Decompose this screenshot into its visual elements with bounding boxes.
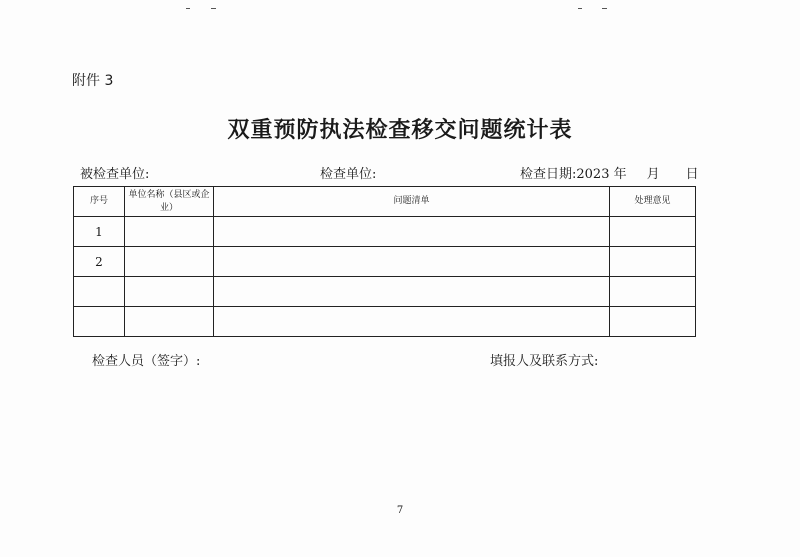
- cell-unit-name: [125, 277, 214, 307]
- cell-issues: [214, 307, 610, 337]
- header-issues: 问题清单: [214, 187, 610, 217]
- table-row: [74, 277, 696, 307]
- cell-unit-name: [125, 247, 214, 277]
- inspection-date: [520, 163, 699, 182]
- scan-mark: [602, 8, 607, 9]
- cell-handling: [610, 217, 696, 247]
- cell-seq: 2: [74, 247, 125, 277]
- date-label: 检查日期:: [520, 167, 577, 182]
- inspecting-unit-label: 检查单位:: [320, 167, 377, 182]
- header-handling: 处理意见: [610, 187, 696, 217]
- inspectors-signature-label: 检查人员（签字）:: [92, 354, 201, 369]
- cell-unit-name: [125, 307, 214, 337]
- header-unit-name: 单位名称（县区或企业）: [125, 187, 214, 217]
- table-row: [74, 307, 696, 337]
- cell-issues: [214, 217, 610, 247]
- cell-handling: [610, 247, 696, 277]
- date-month: 月: [646, 167, 660, 182]
- table-row: [74, 217, 696, 247]
- date-day: 日: [685, 167, 699, 182]
- scan-mark: [186, 8, 190, 9]
- reporter-contact-label: 填报人及联系方式:: [490, 354, 599, 369]
- cell-seq: [74, 277, 125, 307]
- cell-unit-name: [125, 217, 214, 247]
- cell-handling: [610, 277, 696, 307]
- date-year: 2023 年: [576, 167, 627, 182]
- cell-issues: [214, 247, 610, 277]
- cell-handling: [610, 307, 696, 337]
- attachment-label: 附件 3: [72, 73, 114, 89]
- issue-statistics-table: [73, 186, 696, 337]
- page-number: 7: [396, 505, 404, 516]
- table-row: [74, 247, 696, 277]
- cell-seq: [74, 307, 125, 337]
- inspected-unit-label: 被检查单位:: [80, 167, 150, 182]
- table-header-row: [74, 187, 696, 217]
- cell-seq: 1: [74, 217, 125, 247]
- cell-issues: [214, 277, 610, 307]
- scan-mark: [211, 8, 216, 9]
- scan-mark: [578, 8, 582, 9]
- header-seq: 序号: [74, 187, 125, 217]
- document-title: 双重预防执法检查移交问题统计表: [227, 117, 573, 143]
